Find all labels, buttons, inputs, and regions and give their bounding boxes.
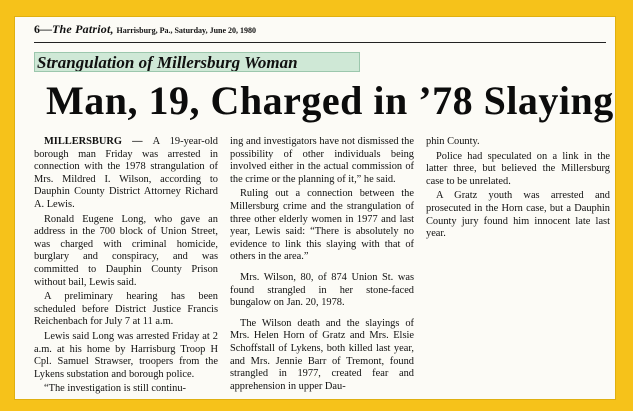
paragraph: phin County. (426, 136, 480, 147)
paragraph: Lewis said Long was arrested Friday at 2 a.m. at his home by Harrisburg Troop H Cpl. Samuel Strawser, troopers from the Lykens substation and borough police. (34, 330, 218, 380)
paragraph: A Gratz youth was arrested and prosecuted in the Horn case, but a Dauphin County jury found him innocent late last year. (426, 190, 610, 240)
paragraph: Mrs. Wilson, 80, of 874 Union St. was found strangled in her stone-faced bungalow on Jan. 20, 1978. (230, 271, 414, 309)
dateline: MILLERSBURG — (44, 136, 153, 147)
column-3 (426, 136, 610, 398)
column-2 (230, 136, 414, 398)
article-body (34, 136, 610, 398)
paragraph: MILLERSBURG — A 19-year-old borough man Friday was arrested in connection with the 1978 strangulation of Mrs. Mildred I. Wilson, according to Dauphin County District Attorney Richard A. Lewis. (34, 136, 218, 210)
paragraph: ing and investigators have not dismissed the possibility of other individuals being involved either in the actual commission of the crime or the planning of it,” he said. (230, 136, 414, 185)
main-headline: Man, 19, Charged in ’78 Slaying (46, 78, 614, 123)
paragraph: “The investigation is still continu- (44, 383, 186, 395)
column-1 (34, 136, 218, 398)
paragraph: Ruling out a connection between the Millersburg crime and the strangulation of three other elderly women in 1977 and last year, Lewis said: “There is absolutely no evidence to link this slaying with that of others in the area.” (230, 188, 414, 263)
newspaper-name: The Patriot, (52, 22, 114, 36)
masthead-rule (34, 42, 606, 43)
kicker-headline: Strangulation of Millersburg Woman (34, 52, 360, 72)
paragraph: The Wilson death and the slayings of Mrs. Helen Horn of Gratz and Mrs. Elsie Schoffstall of Lykens, both killed last year, and Mrs. Jennie Barr of Tremont, found strangled in 1977, created fear and apprehension in upper Dau- (230, 317, 414, 392)
page-number: 6— (34, 22, 52, 36)
paragraph: Police had speculated on a link in the latter three, but believed the Millersburg case to be unrelated. (426, 150, 610, 187)
newspaper-clipping (14, 16, 616, 400)
masthead (34, 22, 606, 38)
paragraph: A preliminary hearing has been scheduled before District Justice Francis Reichenbach for July 7 at 11 a.m. (34, 291, 218, 328)
place-date: Harrisburg, Pa., Saturday, June 20, 1980 (116, 26, 257, 35)
paragraph: Ronald Eugene Long, who gave an address in the 700 block of Union Street, was charged with criminal homicide, burglary and conspiracy, and was committed to Dauphin County Prison without bail, Lewis said. (34, 213, 218, 288)
